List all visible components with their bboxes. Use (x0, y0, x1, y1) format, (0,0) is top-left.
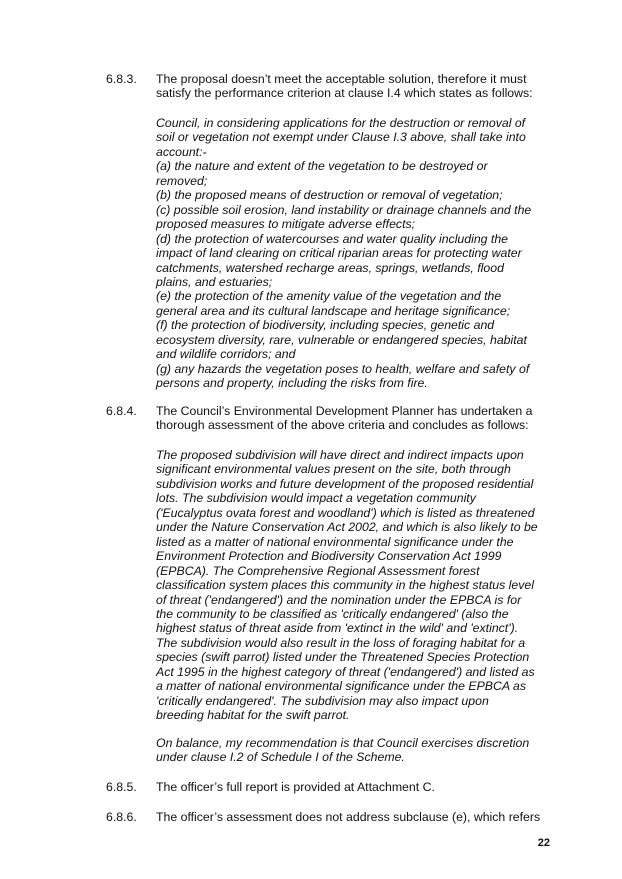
quote-line: (a) the nature and extent of the vegetation to be destroyed or (156, 159, 488, 174)
section-text (156, 780, 546, 794)
quote-line: proposed measures to mitigate adverse effects; (156, 217, 416, 232)
block-quote (156, 116, 546, 391)
quote-line: breeding habitat for the swift parrot. (156, 708, 350, 723)
text-line: The Council’s Environmental Development Planner has undertaken a (156, 404, 533, 418)
quote-line: soil or vegetation not exempt under Clause I.3 above, shall take into (156, 130, 526, 145)
quote-line: ecosystem diversity, rare, vulnerable or endangered species, habitat (156, 332, 527, 347)
quote-line: (b) the proposed means of destruction or removal of vegetation; (156, 188, 503, 203)
page-number: 22 (537, 837, 550, 849)
quote-line: The subdivision would also result in the loss of foraging habitat for a (156, 635, 526, 650)
text-line: The officer’s assessment does not address subclause (e), which refers (156, 810, 541, 824)
quote-line: (EPBCA). The Comprehensive Regional Assessment forest (156, 563, 480, 578)
section-6-8-3 (106, 72, 546, 101)
quote-line: a matter of national environmental significance under the EPBCA as (156, 679, 527, 694)
text-line: The proposal doesn’t meet the acceptable solution, therefore it must (156, 72, 527, 86)
quote-line: significant environmental values present on the site, both through (156, 462, 511, 477)
quote-line: Environment Protection and Biodiversity Conservation Act 1999 (156, 549, 502, 564)
quote-line: the community to be classified as 'critically endangered' (also the (156, 606, 509, 621)
quote-line: impact of land clearing on critical riparian areas for protecting water (156, 246, 522, 261)
quote-line: and wildlife corridors; and (156, 347, 296, 362)
quote-line: lots. The subdivision would impact a vegetation community (156, 491, 476, 506)
quote-line: general area and its cultural landscape and heritage significance; (156, 303, 511, 318)
section-6-8-4-quote-2 (106, 736, 546, 765)
quote-line: under the Nature Conservation Act 2002, and which is also likely to be (156, 520, 538, 535)
quote-line: under clause I.2 of Schedule I of the Scheme. (156, 750, 405, 765)
quote-line: ('Eucalyptus ovata forest and woodland') which is listed as threatened (156, 505, 535, 520)
section-text (156, 72, 546, 101)
quote-line: (e) the protection of the amenity value of the vegetation and the (156, 289, 502, 304)
section-6-8-5 (106, 780, 546, 794)
quote-line: (c) possible soil erosion, land instability or drainage channels and the (156, 202, 532, 217)
quote-line: (g) any hazards the vegetation poses to health, welfare and safety of (156, 361, 530, 376)
section-6-8-4-quote (106, 448, 546, 723)
block-quote (156, 736, 546, 765)
quote-line: plains, and estuaries; (156, 274, 273, 289)
quote-line: Council, in considering applications for the destruction or removal of (156, 116, 526, 130)
quote-line: On balance, my recommendation is that Council exercises discretion (156, 736, 530, 750)
quote-line: persons and property, including the risks from fire. (156, 376, 428, 391)
quote-line: 'critically endangered'. The subdivision may also impact upon (156, 693, 489, 708)
block-quote (156, 448, 546, 723)
quote-line: catchments, watershed recharge areas, springs, wetlands, flood (156, 260, 504, 275)
section-number: 6.8.4. (106, 404, 137, 418)
section-text (156, 810, 546, 824)
section-6-8-3-quote (106, 116, 546, 391)
quote-line: subdivision works and future development of the proposed residential (156, 476, 534, 491)
quote-line: The proposed subdivision will have direct and indirect impacts upon (156, 448, 524, 462)
quote-line: (f) the protection of biodiversity, including species, genetic and (156, 318, 495, 333)
text-line: satisfy the performance criterion at clause I.4 which states as follows: (156, 86, 533, 101)
quote-line: species (swift parrot) listed under the Threatened Species Protection (156, 650, 530, 665)
section-6-8-4 (106, 404, 546, 433)
text-line: thorough assessment of the above criteria and concludes as follows: (156, 418, 529, 433)
quote-line: Act 1995 in the highest category of threat ('endangered') and listed as (156, 664, 535, 679)
quote-line: removed; (156, 173, 208, 188)
quote-line: highest status of threat aside from 'extinct in the wild' and 'extinct'). (156, 621, 519, 636)
quote-line: classification system places this community in the highest status level (156, 578, 534, 593)
quote-line: account:- (156, 144, 207, 159)
quote-line: (d) the protection of watercourses and water quality including the (156, 231, 509, 246)
section-number: 6.8.6. (106, 810, 137, 824)
quote-line: listed as a matter of national environmental significance under the (156, 534, 514, 549)
section-6-8-6 (106, 810, 546, 824)
section-number: 6.8.5. (106, 780, 137, 794)
text-line: The officer’s full report is provided at Attachment C. (156, 780, 435, 794)
section-number: 6.8.3. (106, 72, 137, 86)
quote-line: of threat ('endangered') and the nomination under the EPBCA is for (156, 592, 522, 607)
section-text (156, 404, 546, 433)
